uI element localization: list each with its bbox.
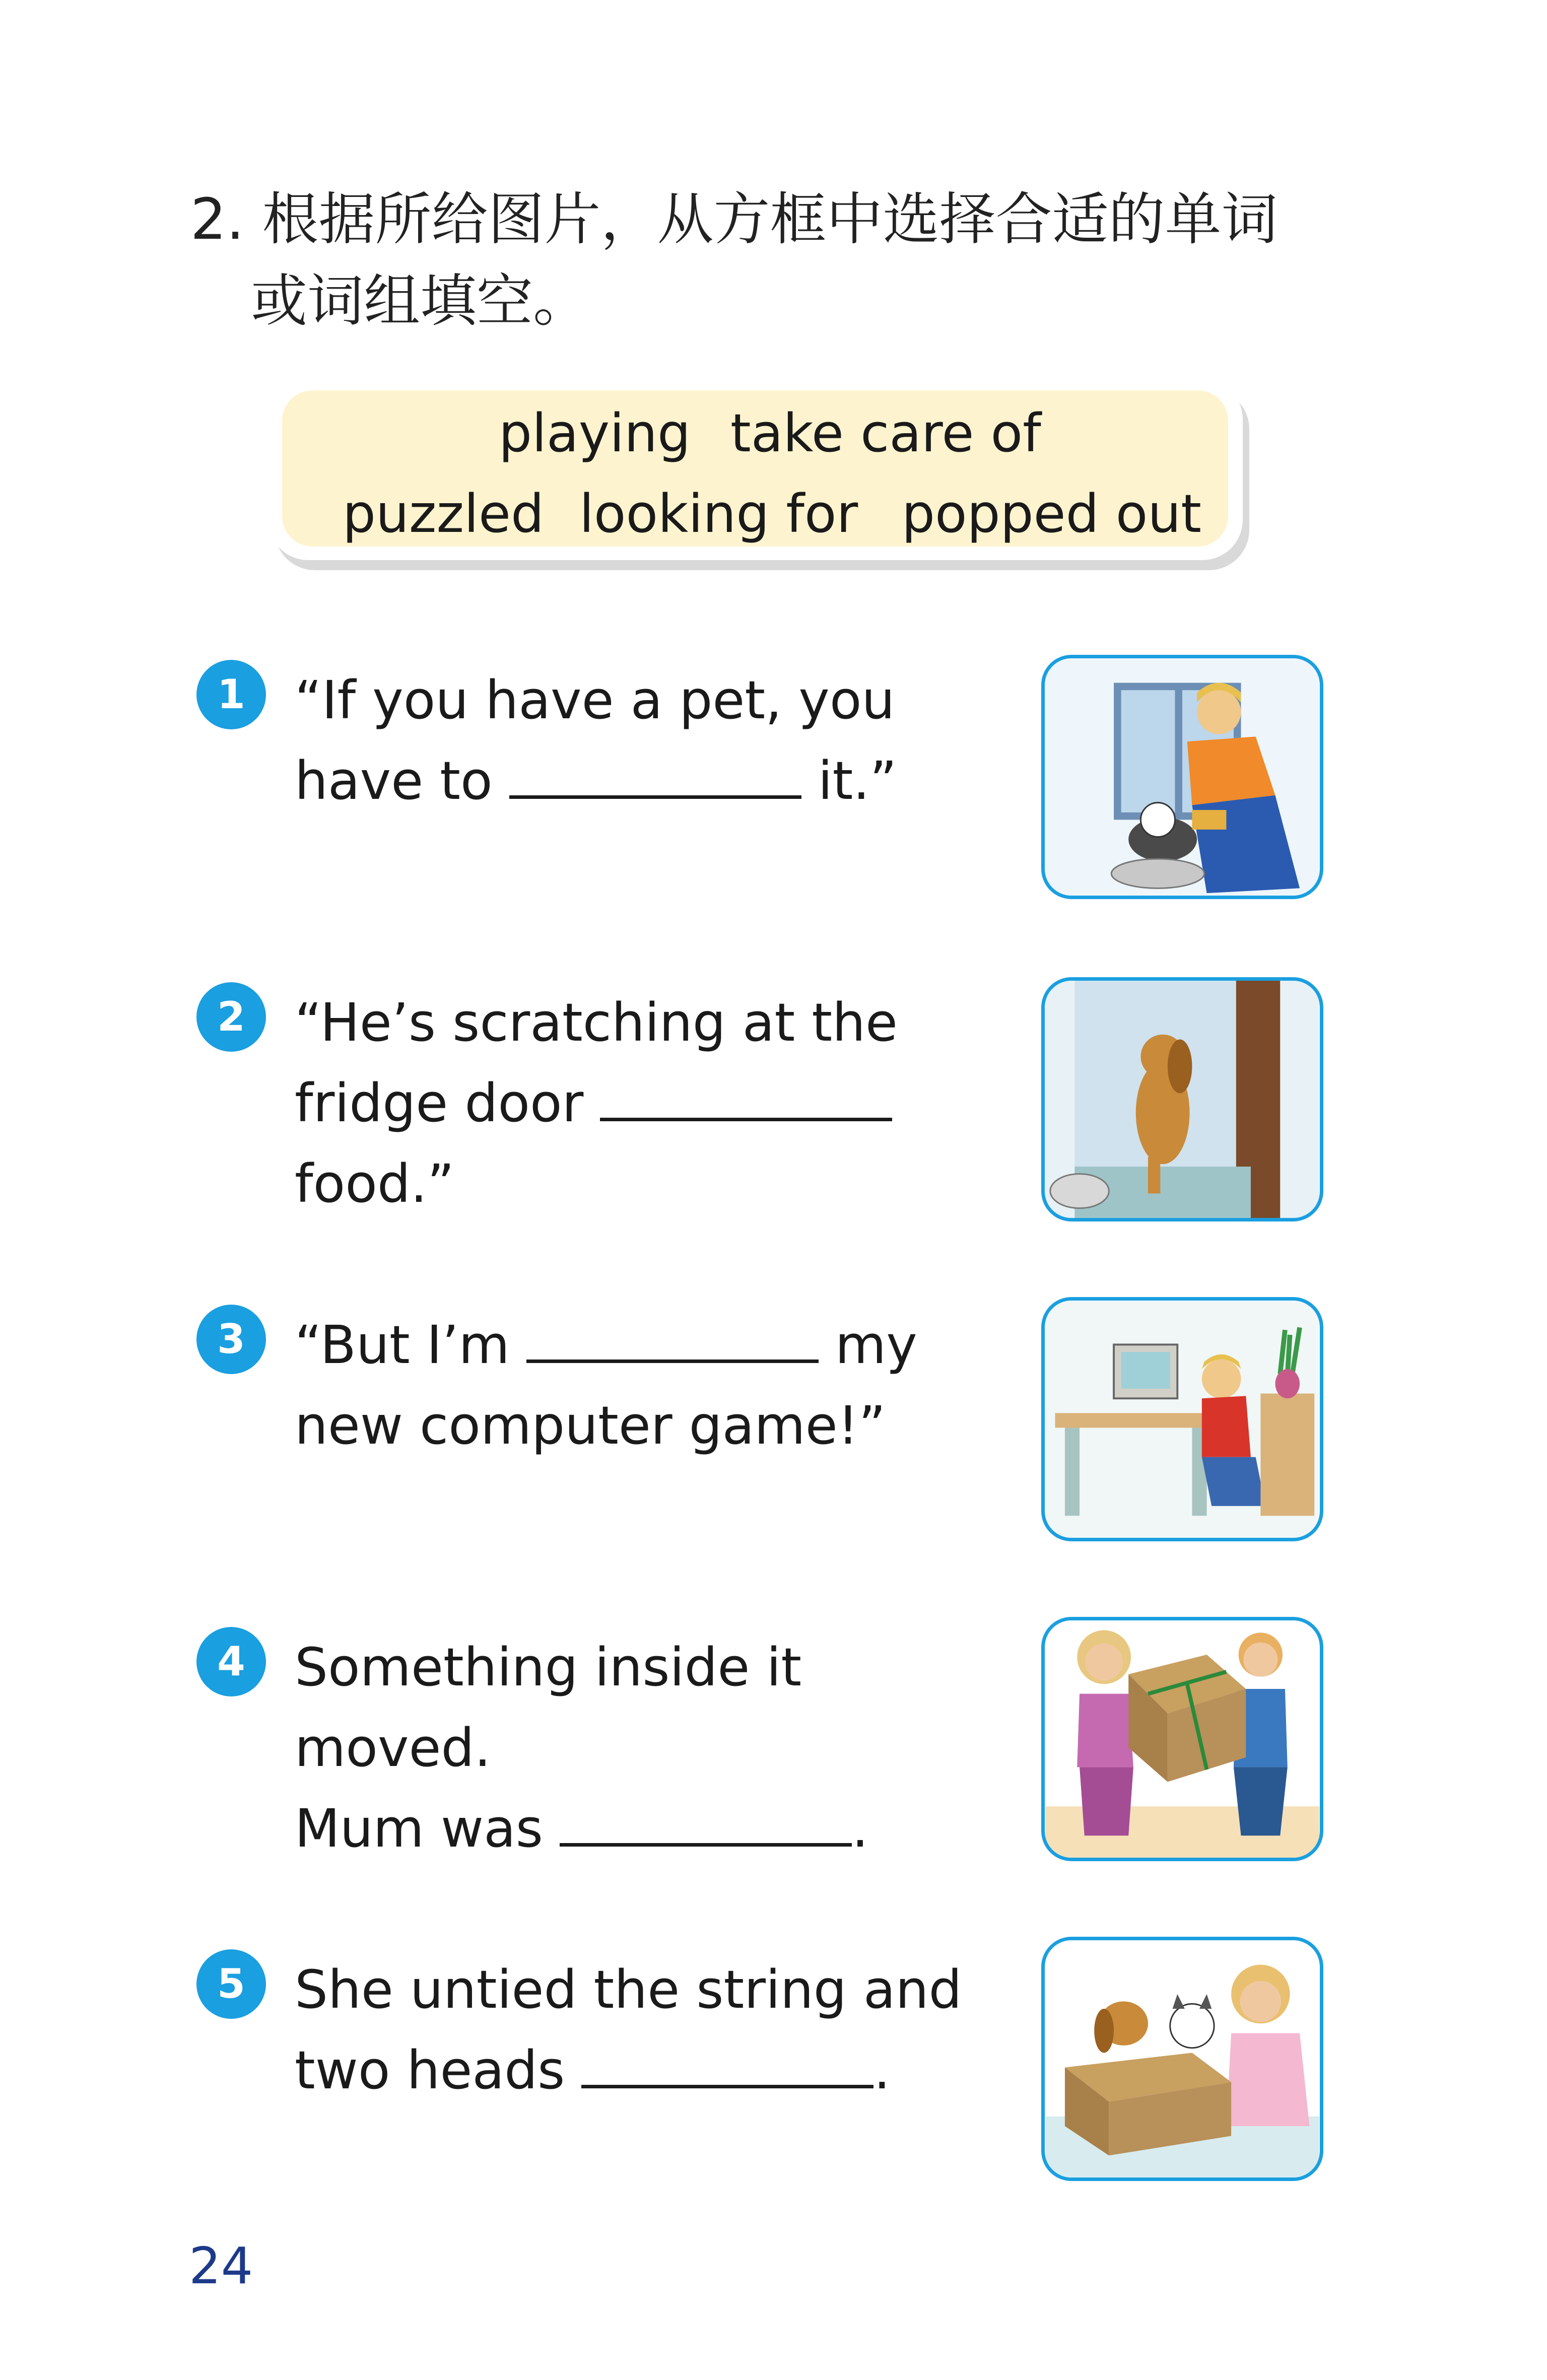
word-option-looking-for: looking for — [579, 483, 858, 545]
question-5-line-1: She untied the string and — [295, 1959, 962, 2020]
question-5-line-2-start: two heads — [295, 2039, 582, 2101]
question-2-line-1: “He’s scratching at the — [295, 992, 898, 1053]
answer-blank-3[interactable] — [526, 1313, 819, 1363]
question-4-text — [295, 1627, 1000, 1869]
word-option-take-care-of: take care of — [730, 402, 1041, 464]
question-1-line-2 — [295, 740, 1000, 821]
question-4-line-1: Something inside it moved. — [295, 1637, 802, 1779]
instruction-line-2: 或词组填空。 — [251, 268, 589, 334]
question-1-line-1: “If you have a pet, you — [295, 669, 895, 731]
question-1-text — [295, 660, 1000, 821]
question-4-line-2-end: . — [852, 1798, 869, 1859]
question-number-badge: 2 — [196, 982, 266, 1052]
question-3-line-1-start: “But I’m — [295, 1314, 526, 1376]
question-number-badge: 1 — [196, 660, 266, 729]
answer-blank-1[interactable] — [509, 749, 801, 799]
answer-blank-4[interactable] — [560, 1797, 852, 1847]
question-4-line-2 — [295, 1788, 1000, 1869]
page-number: 24 — [189, 2236, 253, 2295]
question-5-text — [295, 1949, 1000, 2111]
instruction-line-1: 2. 根据所给图片，从方框中选择合适的单词 — [190, 187, 1278, 252]
carrying-box-picture — [1041, 1617, 1323, 1861]
answer-blank-5[interactable] — [581, 2038, 873, 2088]
question-1-line-2-start: have to — [295, 750, 509, 811]
question-number-badge: 4 — [196, 1627, 266, 1696]
question-1-line-2-end: it.” — [801, 750, 897, 811]
question-2-line-2-start: fridge door — [295, 1072, 600, 1134]
boy-at-computer-picture — [1041, 1297, 1323, 1541]
answer-blank-2[interactable] — [600, 1071, 892, 1121]
question-2-line-2 — [295, 1063, 1000, 1143]
question-4-line-2-start: Mum was — [295, 1798, 560, 1859]
exercise-instruction — [190, 179, 1379, 342]
question-2-text — [295, 982, 1000, 1224]
dog-at-fridge-picture — [1041, 977, 1323, 1221]
question-number-badge: 5 — [196, 1949, 266, 2019]
woman-feeding-cat-picture — [1041, 655, 1323, 899]
word-option-playing: playing — [499, 402, 691, 464]
word-option-puzzled: puzzled — [343, 483, 545, 545]
question-2-line-3: food.” — [295, 1153, 454, 1214]
word-option-popped-out: popped out — [902, 483, 1202, 545]
question-5-line-2 — [295, 2030, 1000, 2111]
question-3-line-1-end: my — [818, 1314, 917, 1376]
question-5-line-2-end: . — [873, 2039, 891, 2101]
question-3-line-2: new computer game!” — [295, 1395, 886, 1456]
pets-in-box-picture — [1041, 1937, 1323, 2181]
question-3-line-1 — [295, 1305, 1000, 1385]
question-number-badge: 3 — [196, 1305, 266, 1374]
question-3-text — [295, 1305, 1000, 1466]
